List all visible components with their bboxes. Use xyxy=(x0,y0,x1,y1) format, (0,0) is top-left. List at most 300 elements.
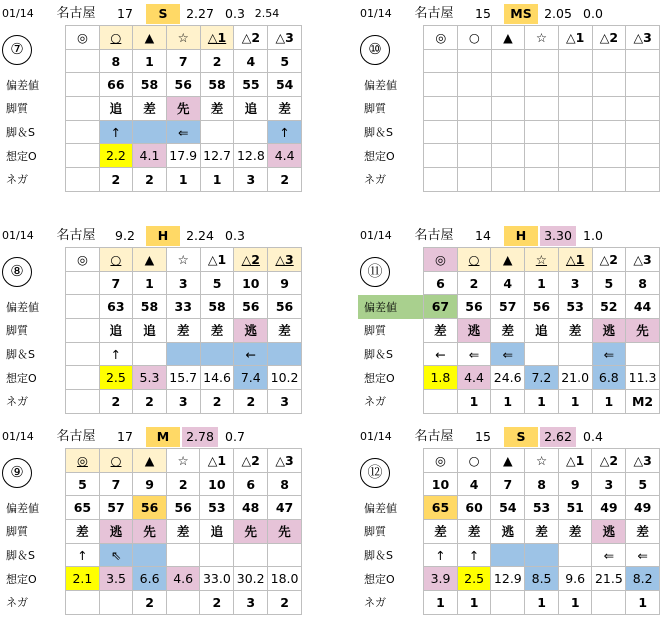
horse-number-cell: 10 xyxy=(200,472,234,496)
style-row xyxy=(0,520,302,544)
arrow-cell xyxy=(133,543,167,567)
mark-cell: △1 xyxy=(558,248,592,272)
nega-cell xyxy=(592,591,626,615)
horse-number-row xyxy=(0,49,302,73)
odds-cell: 12.9 xyxy=(491,567,525,591)
score-cell: 66 xyxy=(99,73,133,97)
odds-row xyxy=(0,366,302,390)
horse-number-cell: 5 xyxy=(268,49,302,73)
race-date: 01/14 xyxy=(2,430,34,443)
nega-cell: 2 xyxy=(268,591,302,615)
arrow-cell xyxy=(626,342,660,366)
horse-number-cell: 2 xyxy=(200,49,234,73)
mark-cell: ▲ xyxy=(133,449,167,473)
style-cell: 追 xyxy=(133,319,167,343)
odds-cell: 12.8 xyxy=(234,144,268,168)
race-grade-badge: H xyxy=(504,226,538,246)
odds-row xyxy=(358,144,660,168)
mark-cell: ◎ xyxy=(66,449,100,473)
mark-cell: ◎ xyxy=(424,248,458,272)
style-cell: 差 xyxy=(558,319,592,343)
prediction-table xyxy=(0,448,302,615)
nega-cell: 1 xyxy=(424,591,458,615)
score-cell: 44 xyxy=(626,295,660,319)
style-cell: 先 xyxy=(268,520,302,544)
odds-cell: 10.2 xyxy=(268,366,302,390)
race-number-field: 15 xyxy=(475,6,491,21)
horse-number-row xyxy=(358,49,660,73)
horse-number-cell: 3 xyxy=(166,271,200,295)
nega-cell: 1 xyxy=(592,390,626,414)
nega-cell: 2 xyxy=(200,390,234,414)
arrow-cell: ↑ xyxy=(99,342,133,366)
score-cell: 56 xyxy=(525,295,559,319)
prediction-table xyxy=(358,448,660,615)
mark-cell: △3 xyxy=(626,449,660,473)
hensachi-row xyxy=(358,295,660,319)
row-label: 脚＆S xyxy=(6,549,35,563)
odds-row xyxy=(358,366,660,390)
score-cell: 48 xyxy=(234,496,268,520)
ashi-row xyxy=(0,120,302,144)
row-label: 想定O xyxy=(6,572,37,586)
horse-number-cell: 8 xyxy=(525,472,559,496)
mark-cell: △1 xyxy=(558,26,592,50)
hensachi-row xyxy=(0,295,302,319)
mark-cell: ☆ xyxy=(525,449,559,473)
horse-number-cell: 3 xyxy=(592,472,626,496)
score-cell: 56 xyxy=(234,295,268,319)
race-venue: 名古屋 xyxy=(56,228,96,243)
score-cell: 33 xyxy=(166,295,200,319)
arrow-cell xyxy=(200,543,234,567)
arrow-cell xyxy=(166,342,200,366)
row-label: 想定O xyxy=(364,149,395,163)
style-cell: 逃 xyxy=(457,319,491,343)
style-row xyxy=(358,319,660,343)
row-label: ネガ xyxy=(6,596,28,610)
arrow-cell: ⇐ xyxy=(626,543,660,567)
odds-row xyxy=(0,144,302,168)
horse-number-cell: 10 xyxy=(234,271,268,295)
odds-cell: 30.2 xyxy=(234,567,268,591)
horse-number-cell: 5 xyxy=(200,271,234,295)
score-cell: 58 xyxy=(133,295,167,319)
nega-cell: 1 xyxy=(525,591,559,615)
hensachi-row xyxy=(0,73,302,97)
arrow-cell: ← xyxy=(424,342,458,366)
arrow-cell xyxy=(491,543,525,567)
horse-number-cell: 3 xyxy=(558,271,592,295)
score-cell: 56 xyxy=(133,496,167,520)
row-label: 偏差値 xyxy=(6,501,39,515)
race-value-1: 2.05 xyxy=(544,6,572,21)
style-cell: 差 xyxy=(166,520,200,544)
row-label: 脚質 xyxy=(364,324,386,338)
odds-cell: 3.9 xyxy=(424,567,458,591)
style-cell: 先 xyxy=(166,97,200,121)
style-cell: 差 xyxy=(424,319,458,343)
hensachi-row xyxy=(358,496,660,520)
row-label: 想定O xyxy=(6,149,37,163)
mark-cell: ○ xyxy=(99,248,133,272)
nega-row xyxy=(0,390,302,414)
mark-cell: ○ xyxy=(457,248,491,272)
race-grade-badge: S xyxy=(504,427,538,447)
horse-number-cell: 5 xyxy=(592,271,626,295)
mark-cell: ▲ xyxy=(133,248,167,272)
race-value-2: 0.4 xyxy=(583,429,603,444)
row-label: 脚質 xyxy=(364,102,386,116)
race-value-2: 0.0 xyxy=(583,6,603,21)
horse-number-cell: 10 xyxy=(424,472,458,496)
row-label: 脚質 xyxy=(6,324,28,338)
odds-cell: 4.4 xyxy=(268,144,302,168)
arrow-cell xyxy=(200,120,234,144)
ashi-row xyxy=(0,543,302,567)
marks-row xyxy=(0,449,302,473)
race-number-badge: ⑪ xyxy=(360,257,390,287)
nega-row xyxy=(0,168,302,192)
score-cell: 63 xyxy=(99,295,133,319)
nega-row xyxy=(0,591,302,615)
row-label: 脚＆S xyxy=(364,348,393,362)
style-cell: 差 xyxy=(558,520,592,544)
arrow-cell xyxy=(234,543,268,567)
style-cell: 差 xyxy=(424,520,458,544)
nega-cell: 1 xyxy=(457,390,491,414)
race-number-field: 17 xyxy=(117,6,133,21)
nega-cell: 2 xyxy=(200,591,234,615)
nega-cell: 2 xyxy=(99,390,133,414)
nega-cell: 1 xyxy=(525,390,559,414)
row-label: 脚質 xyxy=(6,525,28,539)
mark-cell: ○ xyxy=(458,26,492,50)
score-cell: 56 xyxy=(166,73,200,97)
race-header xyxy=(358,226,660,246)
score-cell: 53 xyxy=(200,496,234,520)
style-cell: 追 xyxy=(99,319,133,343)
arrow-cell xyxy=(268,543,302,567)
odds-cell: 15.7 xyxy=(166,366,200,390)
race-value-2: 0.7 xyxy=(225,429,245,444)
score-cell: 67 xyxy=(424,295,458,319)
score-cell: 58 xyxy=(133,73,167,97)
race-header xyxy=(358,4,660,24)
mark-cell: △2 xyxy=(234,26,268,50)
nega-cell: 3 xyxy=(234,591,268,615)
nega-cell: 3 xyxy=(166,390,200,414)
score-cell: 47 xyxy=(268,496,302,520)
mark-cell: ▲ xyxy=(491,449,525,473)
nega-cell: 2 xyxy=(133,168,167,192)
mark-cell: △3 xyxy=(268,248,302,272)
odds-cell: 2.2 xyxy=(99,144,133,168)
row-label: 想定O xyxy=(364,572,395,586)
row-label: ネガ xyxy=(364,173,386,187)
row-label: 脚＆S xyxy=(364,126,393,140)
row-label: 脚＆S xyxy=(6,126,35,140)
nega-cell xyxy=(99,591,133,615)
marks-row xyxy=(358,26,660,50)
horse-number-cell: 9 xyxy=(268,271,302,295)
horse-number-cell: 1 xyxy=(133,49,167,73)
style-cell: 逃 xyxy=(592,520,626,544)
horse-number-row xyxy=(0,271,302,295)
style-cell: 逃 xyxy=(592,319,626,343)
score-cell: 56 xyxy=(268,295,302,319)
style-cell: 逃 xyxy=(234,319,268,343)
odds-cell: 4.6 xyxy=(166,567,200,591)
odds-cell: 21.0 xyxy=(558,366,592,390)
race-value-1: 2.24 xyxy=(186,228,214,243)
mark-cell: ◎ xyxy=(424,449,458,473)
score-cell: 51 xyxy=(558,496,592,520)
hensachi-row xyxy=(358,73,660,97)
arrow-cell xyxy=(133,342,167,366)
score-cell: 49 xyxy=(592,496,626,520)
style-cell: 差 xyxy=(200,97,234,121)
arrow-cell xyxy=(133,120,167,144)
horse-number-cell: 7 xyxy=(99,271,133,295)
horse-number-cell: 8 xyxy=(99,49,133,73)
arrow-cell: ← xyxy=(234,342,268,366)
style-cell: 差 xyxy=(66,520,100,544)
mark-cell: △2 xyxy=(592,449,626,473)
mark-cell: ▲ xyxy=(133,26,167,50)
odds-cell: 4.4 xyxy=(457,366,491,390)
nega-row xyxy=(358,591,660,615)
arrow-cell xyxy=(200,342,234,366)
arrow-cell xyxy=(234,120,268,144)
odds-cell: 24.6 xyxy=(491,366,525,390)
horse-number-cell: 9 xyxy=(558,472,592,496)
mark-cell: △3 xyxy=(268,26,302,50)
row-label: 脚質 xyxy=(6,102,28,116)
horse-number-cell: 7 xyxy=(166,49,200,73)
odds-cell: 2.1 xyxy=(66,567,100,591)
row-label: 偏差値 xyxy=(364,501,397,515)
mark-cell: ▲ xyxy=(491,26,525,50)
odds-cell: 21.5 xyxy=(592,567,626,591)
nega-cell: 2 xyxy=(268,168,302,192)
row-label: ネガ xyxy=(364,596,386,610)
odds-cell: 7.2 xyxy=(525,366,559,390)
score-cell: 57 xyxy=(491,295,525,319)
score-cell: 57 xyxy=(99,496,133,520)
marks-row xyxy=(0,26,302,50)
style-cell: 差 xyxy=(200,319,234,343)
race-number-field: 15 xyxy=(475,429,491,444)
race-venue: 名古屋 xyxy=(414,228,454,243)
horse-number-row xyxy=(0,472,302,496)
score-cell: 65 xyxy=(66,496,100,520)
race-number-field: 17 xyxy=(117,429,133,444)
arrow-cell: ⇐ xyxy=(592,543,626,567)
nega-cell: 1 xyxy=(558,591,592,615)
odds-cell: 7.4 xyxy=(234,366,268,390)
nega-cell: 1 xyxy=(200,168,234,192)
style-cell: 逃 xyxy=(99,520,133,544)
style-cell: 逃 xyxy=(491,520,525,544)
score-cell: 58 xyxy=(200,73,234,97)
odds-cell: 18.0 xyxy=(268,567,302,591)
odds-cell: 2.5 xyxy=(99,366,133,390)
horse-number-row xyxy=(358,271,660,295)
nega-cell: 1 xyxy=(166,168,200,192)
row-label: 偏差値 xyxy=(6,300,39,314)
mark-cell: △3 xyxy=(626,248,660,272)
nega-row xyxy=(358,168,660,192)
race-number-badge: ⑫ xyxy=(360,458,390,488)
mark-cell: ☆ xyxy=(166,26,200,50)
score-cell: 49 xyxy=(626,496,660,520)
race-value-2: 0.3 xyxy=(225,228,245,243)
race-number-badge: ⑨ xyxy=(2,458,32,488)
score-cell: 54 xyxy=(491,496,525,520)
mark-cell: △1 xyxy=(200,26,234,50)
marks-row xyxy=(358,449,660,473)
row-label: ネガ xyxy=(6,173,28,187)
arrow-cell: ⇐ xyxy=(491,342,525,366)
race-value-1: 2.27 xyxy=(186,6,214,21)
horse-number-cell: 8 xyxy=(268,472,302,496)
style-cell: 差 xyxy=(133,97,167,121)
nega-cell: 1 xyxy=(457,591,491,615)
style-row xyxy=(358,520,660,544)
race-number-field: 9.2 xyxy=(115,228,135,243)
marks-row xyxy=(358,248,660,272)
mark-cell: ◎ xyxy=(424,26,458,50)
odds-cell: 33.0 xyxy=(200,567,234,591)
row-label: 想定O xyxy=(364,371,395,385)
horse-number-cell: 4 xyxy=(457,472,491,496)
arrow-cell xyxy=(525,342,559,366)
nega-cell: 2 xyxy=(133,390,167,414)
prediction-table xyxy=(358,25,660,192)
race-venue: 名古屋 xyxy=(56,429,96,444)
odds-cell: 11.3 xyxy=(626,366,660,390)
prediction-table xyxy=(0,247,302,414)
arrow-cell: ⇐ xyxy=(592,342,626,366)
style-cell: 差 xyxy=(626,520,660,544)
hensachi-row xyxy=(0,496,302,520)
style-cell: 追 xyxy=(234,97,268,121)
nega-cell: 2 xyxy=(234,390,268,414)
mark-cell: ○ xyxy=(457,449,491,473)
race-venue: 名古屋 xyxy=(414,429,454,444)
score-cell: 58 xyxy=(200,295,234,319)
style-cell: 先 xyxy=(234,520,268,544)
horse-number-cell: 7 xyxy=(491,472,525,496)
odds-row xyxy=(0,567,302,591)
race-venue: 名古屋 xyxy=(414,6,454,21)
style-cell: 追 xyxy=(200,520,234,544)
mark-cell: △2 xyxy=(592,26,626,50)
horse-number-cell: 1 xyxy=(133,271,167,295)
ashi-row xyxy=(358,120,660,144)
race-number-badge: ⑩ xyxy=(360,35,390,65)
arrow-cell: ↑ xyxy=(268,120,302,144)
race-date: 01/14 xyxy=(360,7,392,20)
race-value-1: 2.62 xyxy=(540,427,576,447)
mark-cell: ○ xyxy=(99,26,133,50)
race-value-1: 3.30 xyxy=(540,226,576,246)
mark-cell: △1 xyxy=(200,248,234,272)
nega-cell: 1 xyxy=(626,591,660,615)
mark-cell: ○ xyxy=(99,449,133,473)
score-cell: 65 xyxy=(424,496,458,520)
mark-cell: ☆ xyxy=(166,449,200,473)
style-row xyxy=(358,97,660,121)
style-cell: 差 xyxy=(525,520,559,544)
marks-row xyxy=(0,248,302,272)
mark-cell: ▲ xyxy=(491,248,525,272)
race-number-badge: ⑧ xyxy=(2,257,32,287)
score-cell: 52 xyxy=(592,295,626,319)
style-cell: 差 xyxy=(268,319,302,343)
race-header xyxy=(0,4,302,24)
row-label: ネガ xyxy=(6,395,28,409)
row-label: 偏差値 xyxy=(6,78,39,92)
arrow-cell: ⇐ xyxy=(457,342,491,366)
race-header xyxy=(358,427,660,447)
style-cell: 差 xyxy=(457,520,491,544)
arrow-cell xyxy=(525,543,559,567)
odds-cell: 14.6 xyxy=(200,366,234,390)
row-label: 偏差値 xyxy=(358,295,424,319)
arrow-cell xyxy=(558,342,592,366)
mark-cell: ☆ xyxy=(166,248,200,272)
mark-cell: ☆ xyxy=(525,248,559,272)
nega-cell xyxy=(491,591,525,615)
nega-cell xyxy=(66,591,100,615)
nega-cell: 1 xyxy=(558,390,592,414)
style-row xyxy=(0,319,302,343)
style-cell: 先 xyxy=(626,319,660,343)
arrow-cell: ⇐ xyxy=(166,120,200,144)
mark-cell: ☆ xyxy=(525,26,559,50)
style-cell: 差 xyxy=(166,319,200,343)
horse-number-cell: 2 xyxy=(166,472,200,496)
race-number-field: 14 xyxy=(475,228,491,243)
horse-number-row xyxy=(358,472,660,496)
race-value-2: 0.3 xyxy=(225,6,245,21)
row-label: ネガ xyxy=(364,395,386,409)
horse-number-cell: 6 xyxy=(424,271,458,295)
ashi-row xyxy=(0,342,302,366)
style-cell: 差 xyxy=(491,319,525,343)
odds-cell: 1.8 xyxy=(424,366,458,390)
horse-number-cell: 5 xyxy=(626,472,660,496)
mark-cell: ◎ xyxy=(66,248,99,272)
mark-cell: △1 xyxy=(200,449,234,473)
race-value-2: 1.0 xyxy=(583,228,603,243)
score-cell: 56 xyxy=(166,496,200,520)
race-date: 01/14 xyxy=(360,229,392,242)
row-label: 想定O xyxy=(6,371,37,385)
odds-cell: 6.8 xyxy=(592,366,626,390)
odds-cell: 17.9 xyxy=(166,144,200,168)
score-cell: 53 xyxy=(558,295,592,319)
horse-number-cell: 8 xyxy=(626,271,660,295)
race-grade-badge: S xyxy=(146,4,180,24)
prediction-table xyxy=(358,247,660,414)
odds-cell: 8.2 xyxy=(626,567,660,591)
odds-cell: 5.3 xyxy=(133,366,167,390)
nega-cell xyxy=(424,390,458,414)
odds-cell: 12.7 xyxy=(200,144,234,168)
